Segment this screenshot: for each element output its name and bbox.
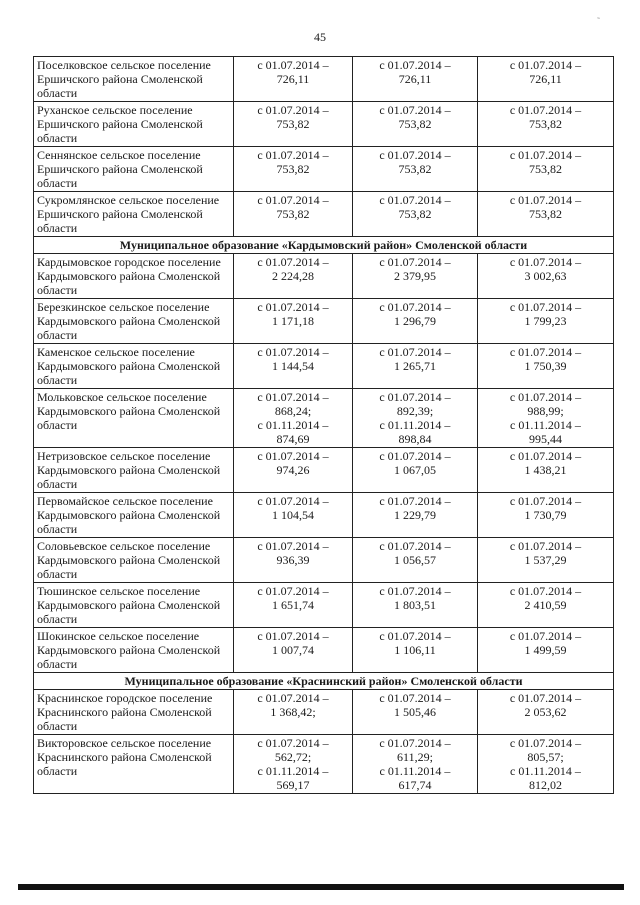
tariff-line: 1 499,59 [524, 643, 567, 657]
tariff-line: с 01.07.2014 – [379, 629, 451, 643]
tariff-line: 1 803,51 [394, 598, 436, 612]
tariff-cell-2 [353, 493, 478, 538]
tariff-line: с 01.07.2014 – [379, 494, 451, 508]
tariff-line: с 01.07.2014 – [509, 736, 582, 750]
tariff-cell-1 [234, 254, 353, 299]
tariff-cell-3 [478, 299, 614, 344]
tariff-cell-1 [234, 690, 353, 735]
tariff-line: 1 229,79 [394, 508, 436, 522]
table-row [34, 254, 614, 299]
tariff-line: с 01.07.2014 – [257, 390, 329, 404]
table-row [34, 192, 614, 237]
tariff-cell-2 [353, 628, 478, 673]
tariff-cell-1 [234, 735, 353, 794]
table-row [34, 690, 614, 735]
tariff-cell-2 [353, 102, 478, 147]
table-row [34, 147, 614, 192]
tariff-line: 892,39; [396, 404, 434, 418]
tariff-line: 753,82 [398, 162, 432, 176]
tariff-line: 1 537,29 [524, 553, 567, 567]
tariff-line: 1 106,11 [394, 643, 436, 657]
tariff-line: 995,44 [529, 432, 562, 446]
tariff-line: 2 224,28 [272, 269, 314, 283]
tariff-line: с 01.07.2014 – [509, 449, 582, 463]
tariff-line: 898,84 [398, 432, 432, 446]
tariff-line: с 01.07.2014 – [379, 736, 451, 750]
tariff-line: с 01.11.2014 – [379, 418, 451, 432]
tariff-line: 726,11 [276, 72, 310, 86]
tariff-line: 3 002,63 [524, 269, 567, 283]
tariff-line: с 01.07.2014 – [257, 494, 329, 508]
settlement-name-cell: Руханское сельское поселение Ершичского района Смоленской области [34, 102, 234, 147]
tariff-line: 753,82 [276, 117, 310, 131]
tariff-line: 753,82 [529, 162, 562, 176]
tariff-line: 2 053,62 [524, 705, 567, 719]
tariff-cell-1 [234, 102, 353, 147]
tariff-line: 1 171,18 [272, 314, 314, 328]
tariff-line: с 01.07.2014 – [257, 58, 329, 72]
tariff-line: с 01.07.2014 – [379, 539, 451, 553]
tariff-line: 753,82 [276, 207, 310, 221]
scan-mark: ˜ [597, 16, 600, 26]
tariff-line: с 01.11.2014 – [379, 764, 451, 778]
tariff-line: с 01.07.2014 – [257, 300, 329, 314]
tariff-cell-1 [234, 538, 353, 583]
tariff-line: 753,82 [398, 117, 432, 131]
tariff-line: 753,82 [276, 162, 310, 176]
tariff-cell-3 [478, 628, 614, 673]
tariff-line: с 01.07.2014 – [509, 58, 582, 72]
table-row [34, 735, 614, 794]
tariff-cell-2 [353, 192, 478, 237]
tariff-line: 1 730,79 [524, 508, 567, 522]
tariff-line: с 01.07.2014 – [257, 691, 329, 705]
table-row [34, 299, 614, 344]
tariff-cell-2 [353, 254, 478, 299]
tariff-line: с 01.07.2014 – [379, 390, 451, 404]
tariff-line: с 01.07.2014 – [509, 539, 582, 553]
tariff-line: с 01.07.2014 – [379, 345, 451, 359]
tariff-line: с 01.07.2014 – [509, 629, 582, 643]
tariff-line: с 01.11.2014 – [257, 418, 329, 432]
settlement-name-cell: Сукромлянское сельское поселение Ершичского района Смоленской области [34, 192, 234, 237]
tariff-line: 1 144,54 [272, 359, 314, 373]
tariff-line: с 01.11.2014 – [510, 418, 581, 432]
tariff-cell-3 [478, 583, 614, 628]
tariff-cell-3 [478, 192, 614, 237]
tariff-line: 726,11 [529, 72, 562, 86]
tariff-line: 1 505,46 [394, 705, 436, 719]
tariff-line: с 01.07.2014 – [379, 300, 451, 314]
tariff-line: 805,57; [527, 750, 564, 764]
tariff-line: с 01.07.2014 – [257, 255, 329, 269]
table-row [34, 448, 614, 493]
tariff-line: с 01.07.2014 – [379, 449, 451, 463]
tariff-line: с 01.07.2014 – [257, 539, 329, 553]
tariff-line: 1 750,39 [524, 359, 567, 373]
tariff-cell-2 [353, 448, 478, 493]
tariff-cell-2 [353, 538, 478, 583]
tariff-cell-3 [478, 538, 614, 583]
tariff-line: 812,02 [529, 778, 562, 792]
table-row [34, 628, 614, 673]
tariff-line: с 01.07.2014 – [257, 449, 329, 463]
tariff-cell-1 [234, 493, 353, 538]
tariff-line: с 01.07.2014 – [379, 148, 451, 162]
tariff-line: с 01.07.2014 – [257, 345, 329, 359]
tariff-line: с 01.11.2014 – [257, 764, 329, 778]
tariff-cell-3 [478, 448, 614, 493]
tariff-line: с 01.07.2014 – [509, 193, 582, 207]
tariff-cell-2 [353, 583, 478, 628]
tariff-line: 2 410,59 [524, 598, 567, 612]
tariff-cell-1 [234, 628, 353, 673]
page-number: 45 [314, 30, 326, 44]
tariff-line: с 01.07.2014 – [379, 58, 451, 72]
tariff-cell-2 [353, 735, 478, 794]
tariff-line: с 01.07.2014 – [509, 255, 582, 269]
tariff-line: 562,72; [274, 750, 312, 764]
tariff-line: с 01.07.2014 – [509, 691, 582, 705]
tariff-line: 1 056,57 [394, 553, 436, 567]
tariff-line: 988,99; [527, 404, 564, 418]
settlement-name-cell: Нетризовское сельское поселение Кардымовского района Смоленской области [34, 448, 234, 493]
tariff-cell-3 [478, 690, 614, 735]
tariff-line: с 01.07.2014 – [379, 103, 451, 117]
tariff-cell-3 [478, 57, 614, 102]
table-row [34, 344, 614, 389]
tariff-line: с 01.11.2014 – [510, 764, 581, 778]
tariff-line: с 01.07.2014 – [509, 584, 582, 598]
settlement-name-cell: Соловьевское сельское поселение Кардымовского района Смоленской области [34, 538, 234, 583]
table-row [34, 493, 614, 538]
tariff-line: 753,82 [529, 207, 562, 221]
tariff-line: с 01.07.2014 – [379, 255, 451, 269]
tariff-cell-2 [353, 57, 478, 102]
table-row [34, 57, 614, 102]
tariff-line: с 01.07.2014 – [509, 494, 582, 508]
table-row [34, 583, 614, 628]
section-title: Муниципальное образование «Кардымовский район» Смоленской области [34, 237, 614, 254]
tariff-line: с 01.07.2014 – [257, 148, 329, 162]
tariff-line: с 01.07.2014 – [509, 390, 582, 404]
tariff-line: с 01.07.2014 – [379, 584, 451, 598]
tariff-line: 1 296,79 [394, 314, 436, 328]
settlement-name-cell: Мольковское сельское поселение Кардымовского района Смоленской области [34, 389, 234, 448]
table-row [34, 102, 614, 147]
tariff-cell-3 [478, 389, 614, 448]
tariff-line: с 01.07.2014 – [509, 345, 582, 359]
tariff-line: 868,24; [274, 404, 312, 418]
tariff-line: 726,11 [398, 72, 432, 86]
settlement-name-cell: Викторовское сельское поселение Краснинского района Смоленской области [34, 735, 234, 794]
settlement-name-cell: Шокинское сельское поселение Кардымовского района Смоленской области [34, 628, 234, 673]
tariff-line: 1 438,21 [524, 463, 567, 477]
tariff-cell-2 [353, 344, 478, 389]
tariff-line: 936,39 [276, 553, 310, 567]
tariff-line: с 01.07.2014 – [379, 691, 451, 705]
tariff-line: 1 651,74 [272, 598, 314, 612]
settlement-name-cell: Тюшинское сельское поселение Кардымовского района Смоленской области [34, 583, 234, 628]
settlement-name-cell: Сеннянское сельское поселение Ершичского района Смоленской области [34, 147, 234, 192]
tariff-cell-1 [234, 344, 353, 389]
settlement-name-cell: Первомайское сельское поселение Кардымовского района Смоленской области [34, 493, 234, 538]
tariff-cell-1 [234, 583, 353, 628]
tariff-line: 569,17 [276, 778, 310, 792]
tariff-line: 1 799,23 [524, 314, 567, 328]
tariff-cell-1 [234, 147, 353, 192]
tariff-line: с 01.07.2014 – [509, 300, 582, 314]
settlement-name-cell: Березкинское сельское поселение Кардымовского района Смоленской области [34, 299, 234, 344]
section-header-row [34, 237, 614, 254]
tariff-line: 1 104,54 [272, 508, 314, 522]
tariff-cell-3 [478, 344, 614, 389]
tariff-cell-1 [234, 299, 353, 344]
settlement-name-cell: Кардымовское городское поселение Кардымовского района Смоленской области [34, 254, 234, 299]
tariff-cell-2 [353, 147, 478, 192]
tariff-line: 753,82 [398, 207, 432, 221]
table-body [34, 57, 614, 794]
tariff-line: 1 007,74 [272, 643, 314, 657]
tariff-cell-1 [234, 192, 353, 237]
tariff-line: с 01.07.2014 – [257, 629, 329, 643]
tariff-cell-2 [353, 389, 478, 448]
tariff-cell-1 [234, 57, 353, 102]
tariff-cell-3 [478, 147, 614, 192]
tariff-cell-2 [353, 690, 478, 735]
tariff-line: с 01.07.2014 – [257, 103, 329, 117]
tariff-line: 611,29; [397, 750, 433, 764]
section-title: Муниципальное образование «Краснинский район» Смоленской области [34, 673, 614, 690]
tariff-cell-2 [353, 299, 478, 344]
tariff-line: 753,82 [529, 117, 562, 131]
tariff-line: 1 265,71 [394, 359, 436, 373]
tariff-line: с 01.07.2014 – [379, 193, 451, 207]
tariff-cell-1 [234, 389, 353, 448]
tariff-table [33, 56, 614, 794]
tariff-line: 1 368,42; [270, 705, 316, 719]
tariff-line: с 01.07.2014 – [509, 148, 582, 162]
tariff-line: с 01.07.2014 – [257, 193, 329, 207]
tariff-line: 974,26 [276, 463, 310, 477]
table-row [34, 538, 614, 583]
tariff-line: 1 067,05 [394, 463, 436, 477]
tariff-line: с 01.07.2014 – [257, 584, 329, 598]
table-row [34, 389, 614, 448]
tariff-line: 617,74 [398, 778, 432, 792]
tariff-cell-3 [478, 102, 614, 147]
tariff-line: 2 379,95 [394, 269, 436, 283]
tariff-line: с 01.07.2014 – [257, 736, 329, 750]
tariff-cell-1 [234, 448, 353, 493]
settlement-name-cell: Краснинское городское поселение Краснинского района Смоленской области [34, 690, 234, 735]
tariff-line: с 01.07.2014 – [509, 103, 582, 117]
section-header-row [34, 673, 614, 690]
tariff-cell-3 [478, 254, 614, 299]
tariff-cell-3 [478, 493, 614, 538]
page-bottom-bar [18, 884, 624, 890]
settlement-name-cell: Поселковское сельское поселение Ершичского района Смоленской области [34, 57, 234, 102]
tariff-cell-3 [478, 735, 614, 794]
tariff-line: 874,69 [276, 432, 310, 446]
settlement-name-cell: Каменское сельское поселение Кардымовского района Смоленской области [34, 344, 234, 389]
